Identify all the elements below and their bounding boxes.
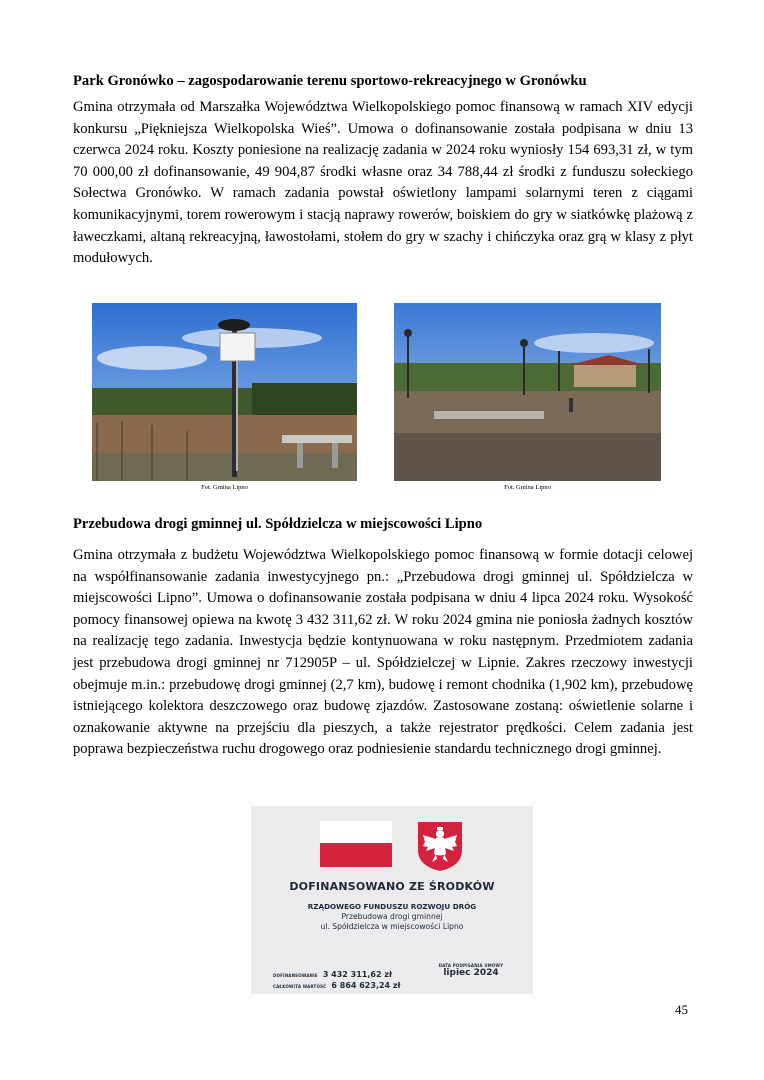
photo-park-gazebo bbox=[394, 303, 661, 481]
section-title-spoldzielcza: Przebudowa drogi gminnej ul. Spółdzielcza w miejscowości Lipno bbox=[73, 516, 483, 532]
polish-flag-white bbox=[320, 821, 392, 843]
banner-date-block bbox=[431, 963, 511, 978]
section-body-spoldzielcza: Gmina otrzymała z budżetu Województwa Wielkopolskiego pomoc finansową w formie dotacji celowej na współfinansowanie zadania inwestycyjnego pn.: „Przebudowa drogi gminnej ul. Spółdzielcza w miejscowości Lipno”. Umowa o dofinansowanie została podpisana w dniu 4 lipca 2024 roku. Wysokość pomocy finansowej opiewa na kwotę 3 432 311,62 zł. W roku 2024 gmina nie poniosła żadnych kosztów na realizację tego zadania. Inwestycja będzie kontynuowana w roku następnym. Przedmiotem zadania jest przebudowa drogi gminnej nr 712905P – ul. Spółdzielczej w Lipnie. Zakres rzeczowy inwestycji obejmuje m.in.: przebudowę drogi gminnej (2,7 km), budowę i remont chodnika (1,902 km), przebudowę istniejącego kolektora deszczowego oraz budowę zjazdów. Zastosowane zostaną: oświetlenie solarne i oznakowanie aktywne na przejściu dla pieszych, a także rejestrator prędkości. Celem zadania jest poprawa bezpieczeństwa ruchu drogowego oraz podniesienie standardu technicznego drogi gminnej. bbox=[73, 547, 693, 758]
photo-park-sign-lamp bbox=[92, 303, 357, 481]
page-number: 45 bbox=[675, 1002, 688, 1017]
banner-total-row bbox=[273, 973, 401, 992]
photo-caption: Fot. Gmina Lipno bbox=[201, 484, 248, 491]
banner-project-line2: ul. Spółdzielcza w miejscowości Lipno bbox=[320, 922, 464, 931]
banner-project-line1: Przebudowa drogi gminnej bbox=[341, 912, 443, 921]
banner-heading: DOFINANSOWANO ZE ŚRODKÓW bbox=[289, 880, 495, 893]
polish-eagle-emblem-icon bbox=[416, 820, 464, 872]
banner-total-value: 6 864 623,24 zł bbox=[331, 981, 401, 990]
funding-banner bbox=[251, 806, 533, 994]
banner-funding-label: DOFINANSOWANIE bbox=[273, 973, 318, 978]
banner-total-label: CAŁKOWITA WARTOŚĆ bbox=[273, 984, 327, 989]
section-body-park-gronowko: Gmina otrzymała od Marszałka Województwa Wielkopolskiego pomoc finansową w ramach XIV edycji konkursu „Piękniejsza Wielkopolska Wieś”. Umowa o dofinansowanie została podpisana w dniu 13 czerwca 2024 roku. Koszty poniesione na realizację zadania w 2024 roku wyniosły 154 693,31 zł, w tym 70 000,00 zł dofinansowanie, 49 904,87 środki własne oraz 34 788,44 zł środki z funduszu sołeckiego Sołectwa Gronówko. W ramach zadania powstał oświetlony lampami solarnymi teren z ciągami komunikacyjnymi, torem rowerowym i stacją naprawy rowerów, boiskiem do gry w siatkówkę plażową z ławeczkami, altaną rekreacyjną, ławostołami, stołem do gry w szachy i chińczyka oraz grą w klasy z płyt modułowych. bbox=[73, 99, 693, 267]
polish-flag-red bbox=[320, 843, 392, 867]
section-title-park-gronowko: Park Gronówko – zagospodarowanie terenu sportowo-rekreacyjnego w Gronówku bbox=[73, 73, 587, 89]
banner-date-value: lipiec 2024 bbox=[443, 968, 499, 978]
banner-date-label: DATA PODPISANIA UMOWY bbox=[438, 963, 504, 968]
banner-funding-value: 3 432 311,62 zł bbox=[322, 970, 392, 979]
banner-fund-name: RZĄDOWEGO FUNDUSZU ROZWOJU DRÓG bbox=[307, 902, 477, 911]
photo-caption: Fot. Gmina Lipno bbox=[504, 484, 551, 491]
